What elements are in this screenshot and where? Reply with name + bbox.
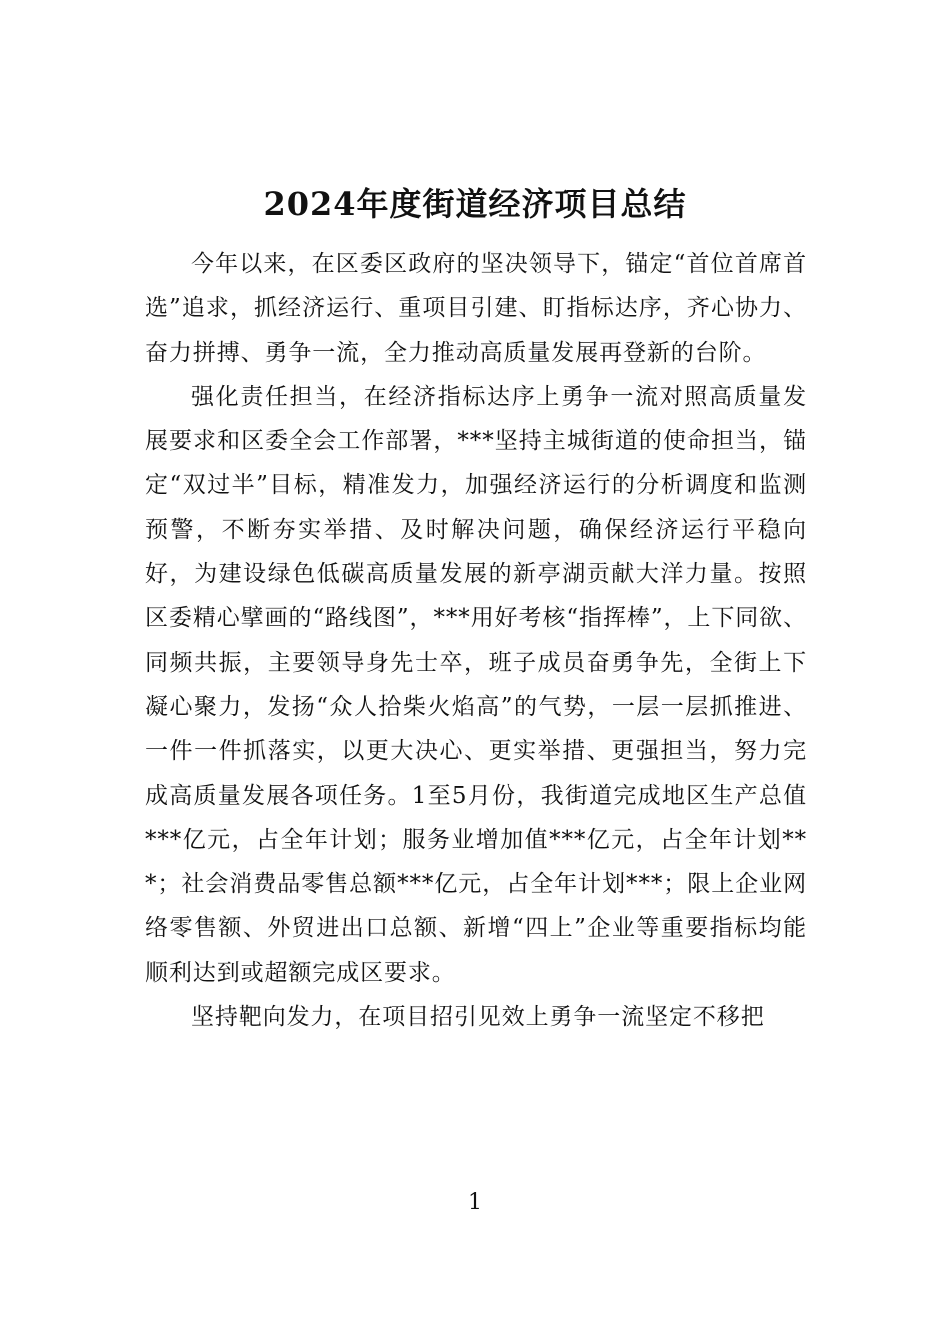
paragraph-economic-indicators: 强化责任担当，在经济指标达序上勇争一流对照高质量发展要求和区委全会工作部署，***坚持主城街道的使命担当，锚定“双过半”目标，精准发力，加强经济运行的分析调度和监测预警，不断夯实举措、及时解决问题，确保经济运行平稳向好，为建设绿色低碳高质量发展的新亭湖贡献大洋力量。按照区委精心擘画的“路线图”，***用好考核“指挥棒”，上下同欲、同频共振，主要领导身先士卒，班子成员奋勇争先，全街上下凝心聚力，发扬“众人拾柴火焰高”的气势，一层一层抓推进、一件一件抓落实，以更大决心、更实举措、更强担当，努力完成高质量发展各项任务。1至5月份，我街道完成地区生产总值***亿元，占全年计划；服务业增加值***亿元，占全年计划***；社会消费品零售总额***亿元，占全年计划***；限上企业网络零售额、外贸进出口总额、新增“四上”企业等重要指标均能顺利达到或超额完成区要求。 (145, 383, 807, 986)
document-body (145, 242, 807, 1039)
paragraph-project-investment: 坚持靶向发力，在项目招引见效上勇争一流坚定不移把 (191, 1004, 765, 1031)
page-number: 1 (468, 1190, 482, 1215)
document-title: 2024年度街道经济项目总结 (263, 185, 687, 223)
paragraph-intro: 今年以来，在区委区政府的坚决领导下，锚定“首位首席首选”追求，抓经济运行、重项目引建、盯指标达序，齐心协力、奋力拼搏、勇争一流，全力推动高质量发展再登新的台阶。 (145, 251, 807, 366)
